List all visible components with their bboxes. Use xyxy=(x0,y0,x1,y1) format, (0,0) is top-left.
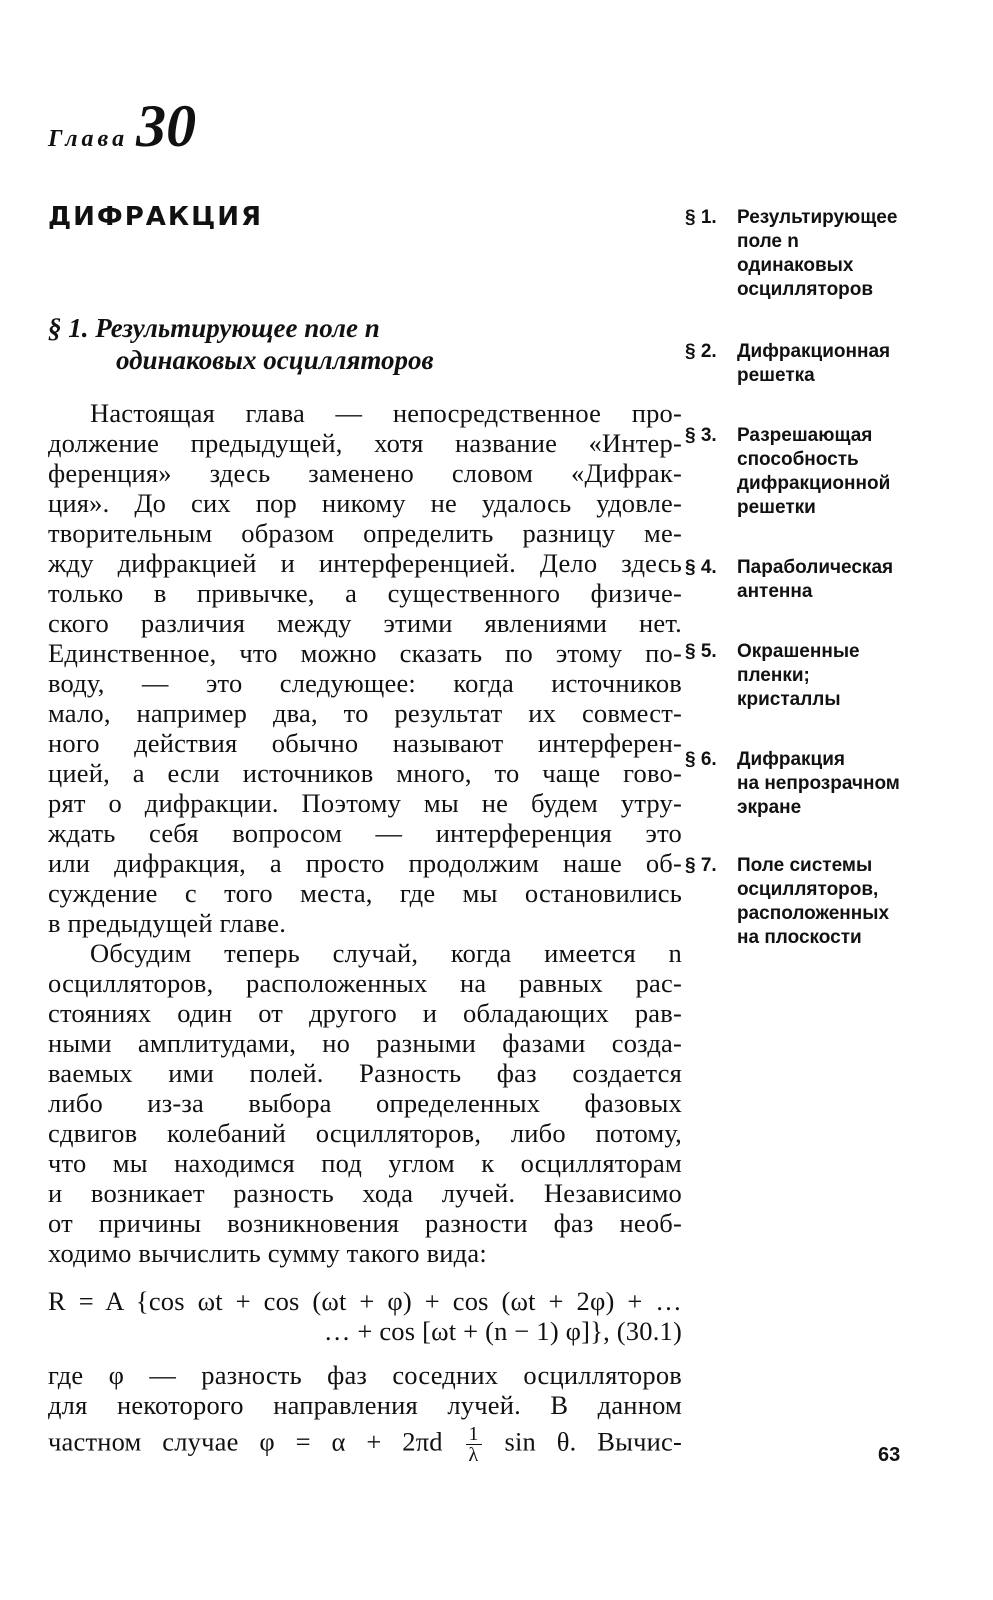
text-line: и возникает разность хода лучей. Независимо xyxy=(48,1178,682,1208)
toc-item-number: § 3. xyxy=(685,425,717,446)
text-line: от причины возникновения разности фаз необ- xyxy=(48,1208,682,1238)
chapter-word: Глава xyxy=(48,126,129,152)
text-after-fraction: sin θ. Вычис- xyxy=(504,1426,683,1457)
chapter-number: 30 xyxy=(136,93,197,159)
text-line-with-fraction xyxy=(48,1424,682,1465)
text-line: только в привычке, а существенного физиче- xyxy=(48,578,682,608)
text-line: в предыдущей главе. xyxy=(48,908,287,938)
toc-item xyxy=(685,854,957,950)
toc-item-number: § 5. xyxy=(685,641,717,662)
paragraph-3 xyxy=(48,1360,682,1465)
text-line: ного действия обычно называют интерферен- xyxy=(48,728,682,758)
toc-item-number: § 2. xyxy=(685,341,717,362)
chapter-heading xyxy=(48,92,196,161)
text-line: ждать себя вопросом — интерференция это xyxy=(48,818,682,848)
toc-item-label: Разрешающая способность дифракционной решетки xyxy=(737,425,891,518)
toc-item xyxy=(685,748,957,820)
page-number: 63 xyxy=(878,1444,901,1466)
toc-item xyxy=(685,206,957,302)
text-line: Настоящая глава — непосредственное про- xyxy=(90,398,682,428)
text-line: ными амплитудами, но разными фазами созда- xyxy=(48,1028,682,1058)
paragraph-1 xyxy=(48,398,682,938)
text-line: для некоторого направления лучей. В данном xyxy=(48,1390,682,1420)
section-heading xyxy=(48,312,608,376)
formula-line-2: … + cos [ωt + (n − 1) φ]}, (30.1) xyxy=(323,1316,682,1346)
text-line: ходимо вычислить сумму такого вида: xyxy=(48,1238,487,1268)
toc-item xyxy=(685,640,957,712)
chapter-title: ДИФРАКЦИЯ xyxy=(48,202,264,232)
text-line: ваемых ими полей. Разность фаз создается xyxy=(48,1058,682,1088)
text-line: либо из-за выбора определенных фазовых xyxy=(48,1088,682,1118)
text-before-fraction: частном случае φ = α + 2πd xyxy=(48,1426,443,1457)
toc-item-number: § 1. xyxy=(685,207,717,228)
formula-line-1: R = A {cos ωt + cos (ωt + φ) + cos (ωt + 2φ) + … xyxy=(48,1286,682,1316)
text-line: творительным образом определить разницу ме- xyxy=(48,518,682,548)
paragraph-2 xyxy=(48,938,682,1268)
text-line: стояниях один от другого и обладающих рав- xyxy=(48,998,682,1028)
text-line: суждение с того места, где мы остановились xyxy=(48,878,682,908)
text-line: ференция» здесь заменено словом «Дифрак- xyxy=(48,458,682,488)
fraction xyxy=(466,1424,482,1465)
text-line: цией, а если источников много, то чаще гово- xyxy=(48,758,682,788)
section-heading-line-1: § 1. Результирующее поле n xyxy=(48,313,380,343)
toc-item-number: § 6. xyxy=(685,749,717,770)
text-line: где φ — разность фаз соседних осцилляторов xyxy=(48,1360,682,1390)
toc-item-label: Окрашенные пленки; кристаллы xyxy=(737,641,860,710)
text-line: воду, — это следующее: когда источников xyxy=(48,668,682,698)
text-line: мало, например два, то результат их совмест- xyxy=(48,698,682,728)
toc-item xyxy=(685,424,957,520)
toc-item-number: § 7. xyxy=(685,855,717,876)
toc-item-label: Параболическая антенна xyxy=(737,557,894,602)
text-line: осцилляторов, расположенных на равных рас- xyxy=(48,968,682,998)
fraction-numerator: 1 xyxy=(466,1424,482,1445)
toc-item-label: Результирующее поле n одинаковых осцилляторов xyxy=(737,207,898,300)
fraction-denominator: λ xyxy=(468,1444,479,1466)
text-line: Единственное, что можно сказать по этому по- xyxy=(48,638,682,668)
section-heading-line-2: одинаковых осцилляторов xyxy=(116,345,434,375)
text-line: должение предыдущей, хотя название «Интер- xyxy=(48,428,682,458)
toc-item-number: § 4. xyxy=(685,557,717,578)
text-line: ского различия между этими явлениями нет. xyxy=(48,608,682,638)
toc-item-label: Дифракционная решетка xyxy=(737,341,891,386)
body-text xyxy=(48,398,682,1465)
toc-item xyxy=(685,556,957,604)
text-line: ция». До сих пор никому не удалось удовле- xyxy=(48,488,682,518)
text-line: сдвигов колебаний осцилляторов, либо потому, xyxy=(48,1118,682,1148)
text-line: рят о дифракции. Поэтому мы не будем утру- xyxy=(48,788,682,818)
formula-30-1 xyxy=(48,1286,682,1346)
toc-item-label: Поле системы осцилляторов, расположенных на плоскости xyxy=(737,855,890,948)
toc-item-label: Дифракция на непрозрачном экране xyxy=(737,749,900,818)
toc-item xyxy=(685,340,957,388)
text-line: жду дифракцией и интерференцией. Дело здесь xyxy=(48,548,682,578)
text-line: или дифракция, а просто продолжим наше об- xyxy=(48,848,682,878)
text-line: Обсудим теперь случай, когда имеется n xyxy=(90,938,682,968)
text-line: что мы находимся под углом к осцилляторам xyxy=(48,1148,682,1178)
